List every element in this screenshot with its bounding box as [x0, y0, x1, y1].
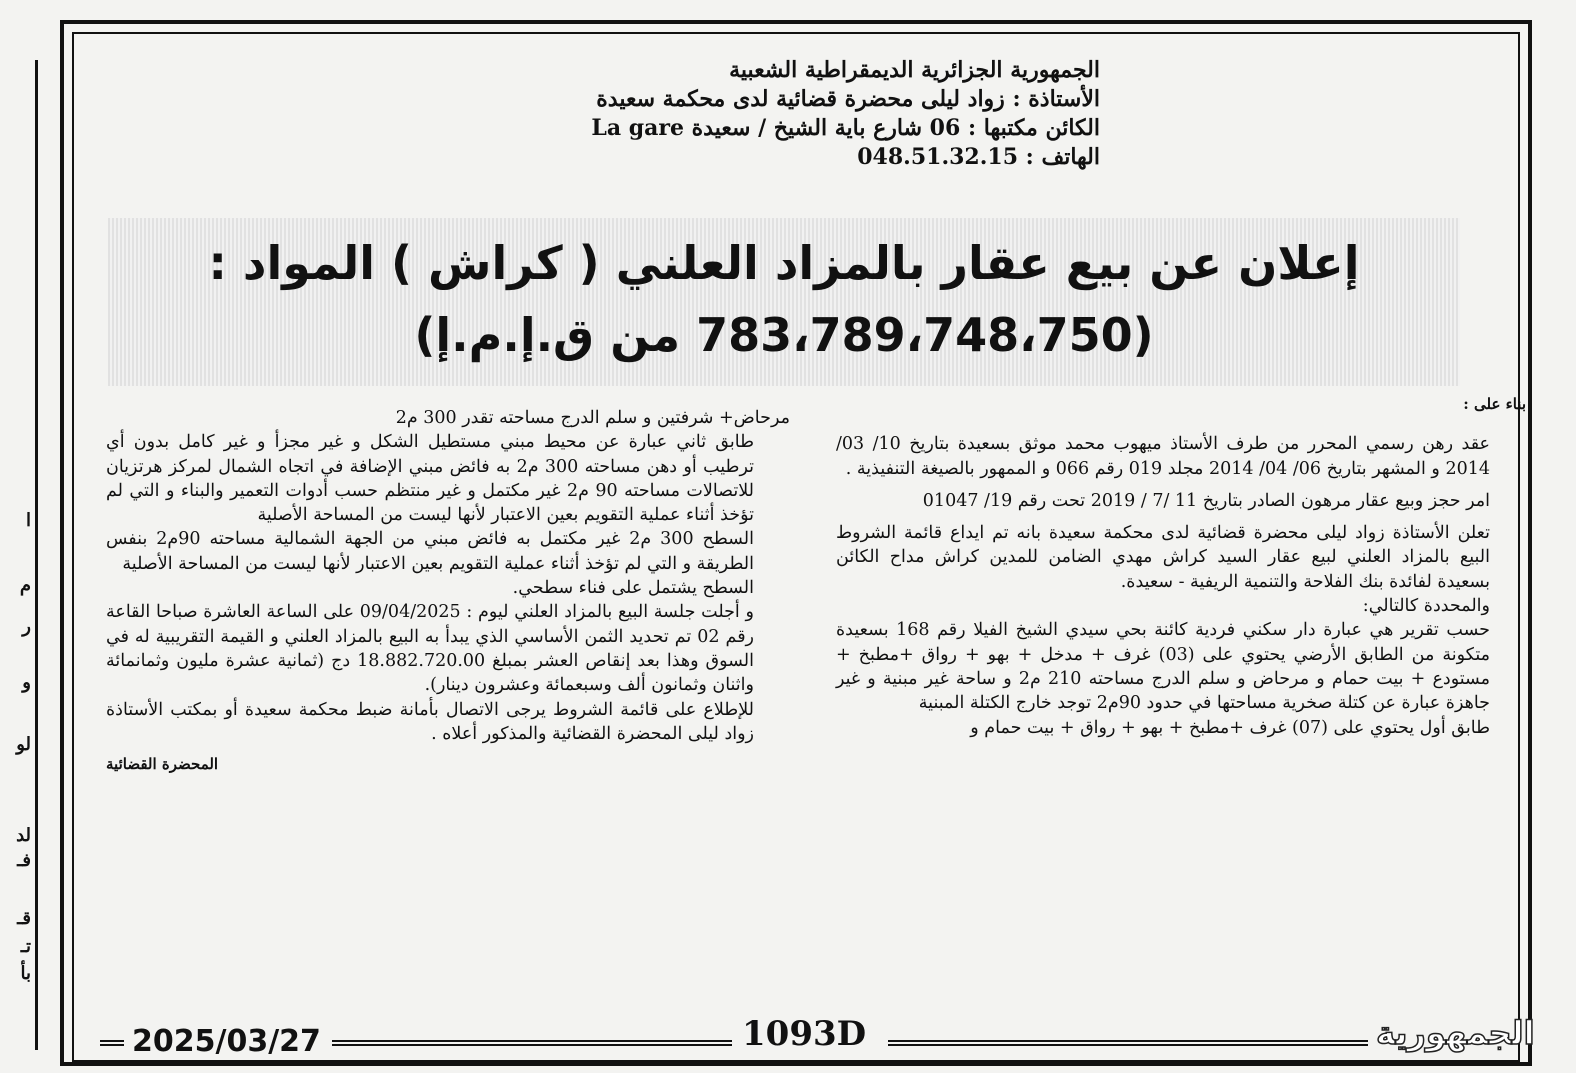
edge-fragment: بأ	[20, 963, 31, 984]
paragraph: تعلن الأستاذة زواد ليلى محضرة قضائية لدى محكمة سعيدة بانه تم ايداع قائمة الشروط البيع بالمزاد العلني لبيع عقار السيد كراش مهدي الضامن للمدين كراش مداح الكائن بسعيدة لفائدة بنك الفلاحة والتنمية الريفية - سعيدة.	[836, 523, 1490, 592]
edge-fragment: ا	[25, 510, 31, 531]
header-phone: الهاتف : 048.51.32.15	[857, 144, 1100, 170]
publication-date: 2025/03/27	[132, 1024, 321, 1059]
signature: المحضرة القضائية	[106, 755, 219, 774]
edge-fragment: قـ	[17, 908, 31, 929]
paragraph: مرحاض+ شرفتين و سلم الدرج مساحته تقدر 300 م2	[395, 408, 790, 428]
title-banner	[108, 218, 1460, 386]
paragraph: السطح 300 م2 غير مكتمل به فائض مبني من الجهة الشمالية مساحته 90م2 بنفس الطريقة و التي لم تؤخذ أثناء عملية التقويم بعين الاعتبار لأنها ليست من المساحة الأصلية	[106, 529, 754, 574]
footer-rule	[888, 1040, 1368, 1046]
paragraph: طابق أول يحتوي على (07) غرف +مطبخ + بهو + رواق + بيت حمام و	[970, 717, 1490, 738]
footer-rule	[332, 1040, 732, 1046]
column-heading: بناء على :	[1463, 395, 1526, 413]
issuer-header	[560, 56, 1100, 172]
edge-fragment: لد	[16, 825, 31, 846]
left-column	[106, 406, 790, 776]
header-bailiff: الأستاذة : زواد ليلى محضرة قضائية لدى محكمة سعيدة	[596, 86, 1100, 112]
paragraph: طابق ثاني عبارة عن محيط مبني مستطيل الشكل و غير مجزأ و غير كامل بدون أي ترطيب أو دهن مساحته 300 م2 به فائض مبني الإضافة في اتجاه الشمال لمركز هرتزيان للاتصالات مساحته 90 م2 غير مكتمل و غير منتظم حسب أدوات التعمير والبناء و التي لم تؤخذ أثناء عملية التقويم بعين الاعتبار لأنها ليست من المساحة الأصلية	[106, 432, 755, 526]
title-line-1: إعلان عن بيع عقار بالمزاد العلني ( كراش ) المواد :	[208, 236, 1360, 290]
edge-fragment: و	[22, 672, 31, 693]
paragraph: للإطلاع على قائمة الشروط يرجى الاتصال بأمانة ضبط محكمة سعيدة أو بمكتب الأستاذة زواد ليلى المحضرة القضائية والمذكور أعلاه .	[106, 699, 754, 744]
ad-code: 1093D	[742, 1014, 867, 1054]
edge-fragment: تـ	[20, 936, 31, 957]
paragraph: حسب تقرير هي عبارة دار سكني فردية كائنة بحي سيدي الشيخ الفيلا رقم 168 بسعيدة متكونة من الطابق الأرضي يحتوي على (03) غرف + مدخل + بهو + رواق +مطبخ + مستودع + بيت حمام و مرحاض و سلم الدرج مساحته 210 م2 و ساحة غير مبنية و غير جاهزة عبارة عن كتلة صخرية مساحتها في حدود 90م2 توجد خارج الكتلة المبنية	[836, 620, 1491, 714]
footer-rule	[100, 1040, 124, 1046]
right-column	[836, 392, 1526, 740]
paragraph: و أجلت جلسة البيع بالمزاد العلني ليوم : 09/04/2025 على الساعة العاشرة صباحا القاعة رقم 02 تم تحديد الثمن الأساسي الذي يبدأ به البيع بالمزاد العلني و القيمة التقريبية له في السوق وهذا بعد إنقاص العشر بمبلغ 18.882.720.00 دج (ثمانية عشرة مليون وثمانمائة واثنان وثمانون ألف وسبعمائة وعشرون دينار).	[106, 602, 755, 696]
paragraph: امر حجز وبيع عقار مرهون الصادر بتاريخ 11 /7 / 2019 تحت رقم 19/ 01047	[922, 490, 1490, 511]
edge-fragment: ر	[22, 616, 31, 637]
adjacent-column-edge	[0, 60, 38, 1050]
paragraph: السطح يشتمل على فناء سطحي.	[512, 578, 754, 599]
footer	[0, 1012, 1576, 1068]
edge-fragment: فـ	[17, 850, 31, 871]
edge-fragment: م	[19, 575, 31, 596]
newspaper-logo: الجمهورية	[1376, 1014, 1535, 1052]
title-line-2: (783،789،748،750 من ق.إ.م.إ)	[414, 308, 1154, 362]
paragraph: عقد رهن رسمي المحرر من طرف الأستاذ ميهوب محمد موثق بسعيدة بتاريخ 10/ 03/ 2014 و المشهر بتاريخ 06/ 04/ 2014 مجلد 019 رقم 066 و الممهور بالصيغة التنفيذية .	[836, 434, 1490, 479]
paragraph: والمحددة كالتالي:	[1362, 596, 1490, 617]
header-country: الجمهورية الجزائرية الديمقراطية الشعبية	[729, 57, 1100, 83]
edge-fragment: لو	[16, 734, 31, 755]
header-address: الكائن مكتبها : 06 شارع باية الشيخ / سعيدة La gare	[591, 115, 1100, 141]
